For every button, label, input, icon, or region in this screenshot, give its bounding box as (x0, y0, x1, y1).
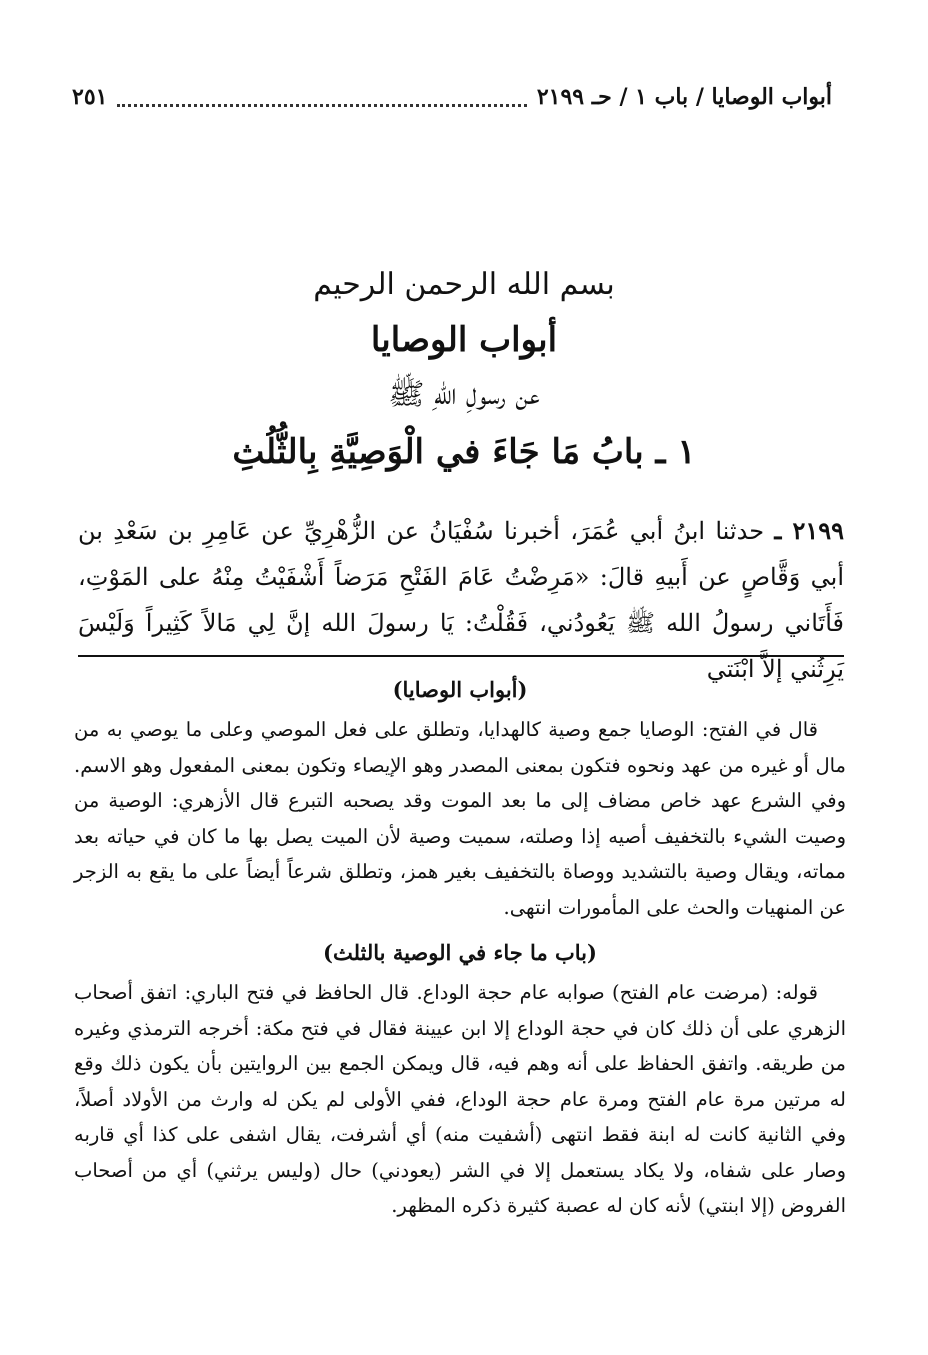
page-number: ٢٥١ (72, 84, 108, 110)
hadith-text-block (78, 508, 844, 692)
commentary-paragraph-2: قوله: (مرضت عام الفتح) صوابه عام حجة الوداع. قال الحافظ في فتح الباري: اتفق أصحاب الزهري على أن ذلك كان في حجة الوداع إلا ابن عيينة فقال في فتح مكة: أخرجه الترمذي وغيره من طريقه. واتفق الحفاظ على أنه وهم فيه، قال ويمكن الجمع بين الروايتين بأن يكون ذلك وقع له مرتين مرة عام الفتح ومرة عام حجة الوداع، ففي الأولى لم يكن له وارث من الأولاد أصلاً، وفي الثانية كانت له ابنة فقط انتهى (أشفيت منه) أي أشرفت، يقال اشفى على كذا أي قاربه وصار على شفاه، ولا يكاد يستعمل إلا في الشر (يعودني) حال (وليس يرثني) أي من أصحاب الفروض (إلا ابنتي) لأنه كان له عصبة كثيرة ذكره المظهر. (74, 981, 846, 1217)
footnote-divider (78, 655, 844, 657)
commentary-heading-2: (باب ما جاء في الوصية بالثلث) (323, 940, 597, 965)
commentary-block (74, 668, 846, 1224)
hadith-number: ٢١٩٩ ـ (774, 516, 844, 545)
chapter-titles (0, 258, 928, 482)
commentary-heading-1: (أبواب الوصايا) (392, 677, 528, 702)
from-prophet-subtitle: عن رسولِ اللهِ ﷺ (388, 377, 540, 412)
book-title: أبواب الوصايا (370, 320, 558, 360)
chapter-title: ١ ـ بابُ مَا جَاءَ في الْوَصِيَّةِ بِالثُّلُثِ (232, 432, 696, 472)
hadith-text: حدثنا ابنُ أبي عُمَرَ، أخبرنا سُفْيَانُ عن الزُّهْرِيِّ عن عَامِرِ بن سَعْدِ بن أبي وَقَّاصٍ عن أَبيهِ قالَ: «مَرِضْتُ عَامَ الفَتْحِ مَرَضاً أَشْفَيْتُ مِنْهُ على المَوْتِ، فَأَتَاني رسولُ الله ﷺ يَعُودُني، فَقُلْتُ: يَا رسولَ الله إنَّ لِي مَالاً كَثِيراً وَلَيْسَ يَرِثُني إلاَّ ابْنَتي (78, 517, 844, 683)
header-dot-leader (117, 88, 526, 107)
page-header (72, 80, 832, 114)
basmala: بسم الله الرحمن الرحيم (313, 267, 615, 302)
running-title: أبواب الوصايا / باب ١ / حـ ٢١٩٩ (536, 84, 832, 110)
commentary-paragraph-1: قال في الفتح: الوصايا جمع وصية كالهدايا، وتطلق على فعل الموصي وعلى ما يوصي به من مال أو غيره من عهد ونحوه فتكون بمعنى المصدر وهو الإيصاء وتكون بمعنى المفعول وهو الاسم. وفي الشرع عهد خاص مضاف إلى ما بعد الموت وقد يصحبه التبرع قال الأزهري: الوصية من وصيت الشيء بالتخفيف أصيه إذا وصلته، سميت وصية لأن الميت يصل بها ما كان في حياته بعد مماته، ويقال وصية بالتشديد ووصاة بالتخفيف بغير همز، وتطلق شرعاً أيضاً على ما يقع به الزجر عن المنهيات والحث على المأمورات انتهى. (74, 718, 846, 919)
